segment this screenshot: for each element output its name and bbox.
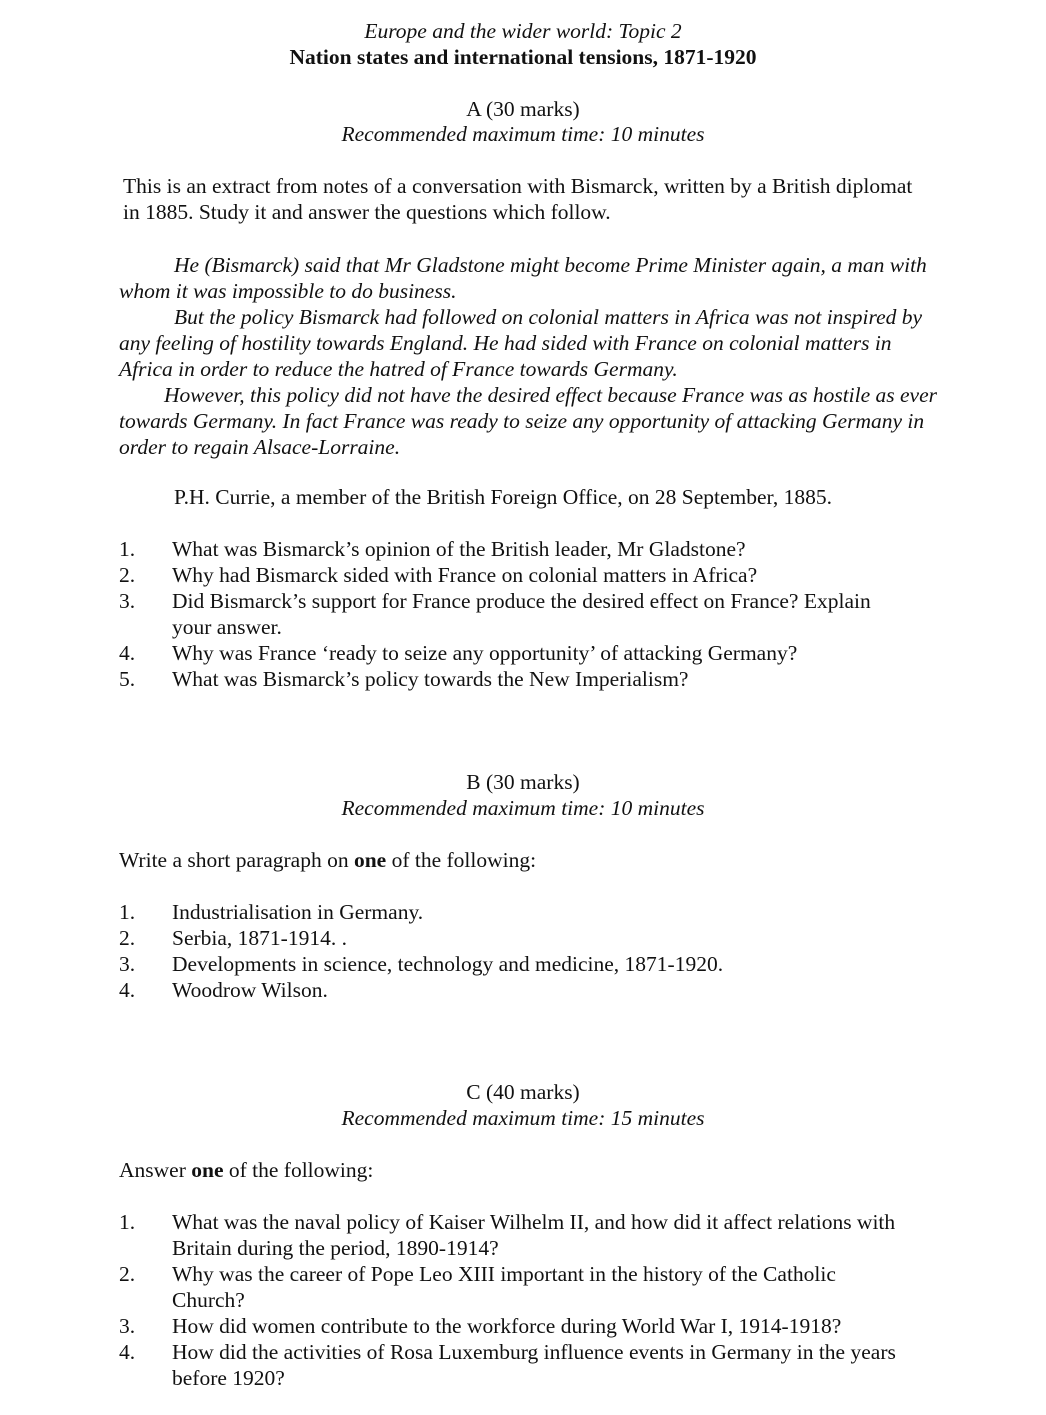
essay-question-text: How did the activities of Rosa Luxemburg influence events in Germany in the years before 1920? — [172, 1340, 896, 1390]
question-number: 5. — [119, 667, 136, 691]
essay-question-text: Why was the career of Pope Leo XIII important in the history of the Catholic Church? — [172, 1262, 836, 1312]
instruction-emphasis: one — [191, 1158, 224, 1182]
section-a-time: Recommended maximum time: 10 minutes — [341, 122, 705, 146]
topic-number: 3. — [119, 952, 136, 976]
extract-paragraph: But the policy Bismarck had followed on colonial matters in Africa was not inspired by any feeling of hostility towards England. He had sided with France on colonial matters in Africa in order to reduce the hatred of France towards Germany. — [119, 305, 923, 381]
section-b-heading: B (30 marks) — [466, 770, 580, 794]
essay-question-number: 4. — [119, 1340, 136, 1364]
topic-number: 2. — [119, 926, 136, 950]
question-number: 3. — [119, 589, 136, 613]
section-b-time: Recommended maximum time: 10 minutes — [341, 796, 705, 820]
question-text: What was Bismarck’s opinion of the British leader, Mr Gladstone? — [172, 537, 746, 561]
question-text: Why was France ‘ready to seize any opportunity’ of attacking Germany? — [172, 641, 798, 665]
question-number: 2. — [119, 563, 136, 587]
essay-question-text: How did women contribute to the workforce during World War I, 1914-1918? — [172, 1314, 842, 1338]
instruction-text: of the following: — [386, 848, 537, 872]
topic-number: 1. — [119, 900, 136, 924]
section-c-heading: C (40 marks) — [466, 1080, 580, 1104]
section-c-time: Recommended maximum time: 15 minutes — [341, 1106, 705, 1130]
page-title: Nation states and international tensions, 1871-1920 — [289, 45, 757, 69]
question-number: 4. — [119, 641, 136, 665]
instruction-text: Write a short paragraph on — [119, 848, 354, 872]
question-text: Did Bismarck’s support for France produce the desired effect on France? Explain your answer. — [172, 589, 871, 639]
topic-text: Woodrow Wilson. — [172, 978, 328, 1002]
source-attribution: P.H. Currie, a member of the British Foreign Office, on 28 September, 1885. — [174, 485, 832, 509]
topic-line: Europe and the wider world: Topic 2 — [364, 19, 682, 43]
topic-text: Developments in science, technology and medicine, 1871-1920. — [172, 952, 724, 976]
topic-text: Serbia, 1871-1914. . — [172, 926, 347, 950]
topic-number: 4. — [119, 978, 136, 1002]
section-b-instruction — [119, 847, 939, 873]
instruction-emphasis: one — [353, 848, 387, 872]
essay-question-number: 1. — [119, 1210, 136, 1234]
topic-text: Industrialisation in Germany. — [172, 900, 424, 924]
instruction-text: of the following: — [223, 1158, 374, 1182]
essay-question-text: What was the naval policy of Kaiser Wilhelm II, and how did it affect relations with Britain during the period, 1890-1914? — [172, 1210, 896, 1260]
section-c-instruction — [119, 1157, 939, 1183]
essay-question-number: 2. — [119, 1262, 136, 1286]
section-a-heading: A (30 marks) — [466, 97, 580, 121]
extract-block — [119, 252, 941, 460]
question-text: What was Bismarck’s policy towards the New Imperialism? — [172, 667, 689, 691]
extract-paragraph: However, this policy did not have the desired effect because France was as hostile as ever towards Germany. In fact France was ready to seize any opportunity of attacking Germany in order to regain Alsace-Lorraine. — [119, 383, 938, 459]
section-a-intro: This is an extract from notes of a conversation with Bismarck, written by a British diplomat in 1885. Study it and answer the questions which follow. — [123, 174, 913, 224]
extract-paragraph: He (Bismarck) said that Mr Gladstone might become Prime Minister again, a man with whom it was impossible to do business. — [119, 253, 927, 303]
instruction-text: Answer — [119, 1158, 192, 1182]
question-number: 1. — [119, 537, 136, 561]
essay-question-number: 3. — [119, 1314, 136, 1338]
question-text: Why had Bismarck sided with France on colonial matters in Africa? — [172, 563, 758, 587]
